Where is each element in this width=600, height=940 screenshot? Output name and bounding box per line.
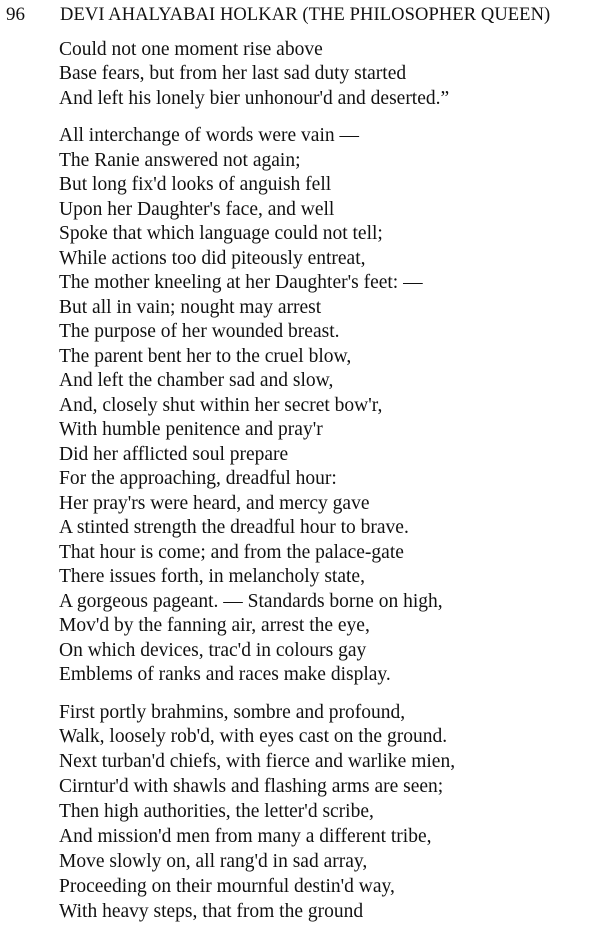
verse-line: But all in vain; nought may arrest xyxy=(59,296,322,318)
page-number: 96 xyxy=(6,4,25,25)
verse-line: Move slowly on, all rang'd in sad array, xyxy=(59,850,368,872)
verse-line: With heavy steps, that from the ground xyxy=(59,900,364,922)
verse-line: But long fix'd looks of anguish fell xyxy=(59,174,332,196)
verse-line: The mother kneeling at her Daughter's feet: — xyxy=(59,272,423,294)
running-head: DEVI AHALYABAI HOLKAR (THE PHILOSOPHER QUEEN) xyxy=(60,5,551,25)
verse-line: On which devices, trac'd in colours gay xyxy=(59,639,367,661)
verse-line: Base fears, but from her last sad duty started xyxy=(59,63,407,85)
verse-line: The Ranie answered not again; xyxy=(59,149,301,171)
verse-line: Cirntur'd with shawls and flashing arms are seen; xyxy=(59,776,444,798)
verse-line: Did her afflicted soul prepare xyxy=(59,443,289,465)
verse-line: All interchange of words were vain — xyxy=(59,125,359,147)
verse-line: Could not one moment rise above xyxy=(59,39,323,60)
verse-line: A gorgeous pageant. — Standards borne on high, xyxy=(59,590,443,612)
verse-line: First portly brahmins, sombre and profound, xyxy=(59,701,406,723)
verse-line: The purpose of her wounded breast. xyxy=(59,321,340,343)
verse-line: Then high authorities, the letter'd scribe, xyxy=(59,801,374,823)
verse-line: And, closely shut within her secret bow'r, xyxy=(59,394,383,416)
stanza xyxy=(59,38,599,111)
verse-line: A stinted strength the dreadful hour to brave. xyxy=(59,517,409,539)
verse-line: Emblems of ranks and races make display. xyxy=(59,664,391,686)
poem-body xyxy=(59,38,599,925)
verse-line: Proceeding on their mournful destin'd way, xyxy=(59,875,395,897)
verse-line: And left his lonely bier unhonour'd and deserted.” xyxy=(59,87,450,109)
verse-line: With humble penitence and pray'r xyxy=(59,419,323,441)
verse-line: The parent bent her to the cruel blow, xyxy=(59,345,352,367)
verse-line: And left the chamber sad and slow, xyxy=(59,370,334,392)
verse-line: For the approaching, dreadful hour: xyxy=(59,468,337,490)
stanza xyxy=(59,701,599,925)
verse-line: That hour is come; and from the palace-gate xyxy=(59,541,404,563)
verse-line: Mov'd by the fanning air, arrest the eye, xyxy=(59,615,370,637)
verse-line: Upon her Daughter's face, and well xyxy=(59,198,335,220)
verse-line: While actions too did piteously entreat, xyxy=(59,247,366,269)
verse-line: Her pray'rs were heard, and mercy gave xyxy=(59,492,370,514)
verse-line: Walk, loosely rob'd, with eyes cast on the ground. xyxy=(59,726,448,748)
verse-line: There issues forth, in melancholy state, xyxy=(59,566,365,588)
verse-line: Spoke that which language could not tell; xyxy=(59,223,383,245)
verse-line: Next turban'd chiefs, with fierce and warlike mien, xyxy=(59,751,456,773)
verse-line: And mission'd men from many a different tribe, xyxy=(59,826,432,848)
stanza xyxy=(59,124,599,688)
